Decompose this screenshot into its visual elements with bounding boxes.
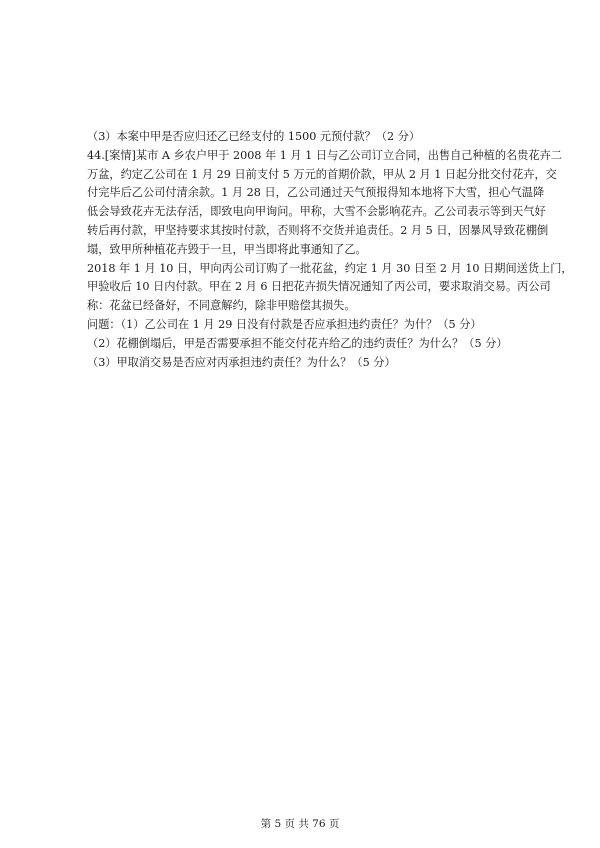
case-text-line: 称：花盆已经备好，不同意解约，除非甲赔偿其损失。 xyxy=(87,299,356,313)
case-text-line: 2018 年 1 月 10 日，甲向丙公司订购了一批花盆，约定 1 月 30 日至 2 月 10 日期间送货上门， xyxy=(87,261,573,275)
case-text-line: 塌，致甲所种植花卉毁于一旦，甲当即将此事通知了乙。 xyxy=(87,242,367,256)
case-text-line: 转后再付款，甲坚持要求其按时付款，否则将不交货并追责任。2 月 5 日，因暴风导致花棚倒 xyxy=(87,223,549,237)
case-44-questions xyxy=(87,316,523,372)
question-1: 问题：（1）乙公司在 1 月 29 日没有付款是否应承担违约责任？为什？（5 分） xyxy=(87,317,482,331)
page-footer xyxy=(0,816,600,831)
question-3: （3）甲取消交易是否应对丙承担违约责任？为什么？（5 分） xyxy=(87,355,396,369)
case-text-line: 44.[案情]某市 A 乡农户甲于 2008 年 1 月 1 日与乙公司订立合同，出售自己种植的名贵花卉二 xyxy=(87,148,562,162)
case-text-line: 付完毕后乙公司付清余款。1 月 28 日，乙公司通过天气预报得知本地将下大雪，担心气温降 xyxy=(87,186,545,200)
document-body xyxy=(87,128,573,372)
page-number: 第 5 页 共 76 页 xyxy=(260,818,340,830)
question-43-part-3: （3）本案中甲是否应归还乙已经支付的 1500 元预付款？（2 分） xyxy=(87,130,421,143)
case-44-paragraph-1 xyxy=(87,147,562,260)
case-text-line: 甲验收后 10 日内付款。甲在 2 月 6 日把花卉损失情况通知了丙公司，要求取消交易。丙公司 xyxy=(87,280,551,294)
case-44-paragraph-2 xyxy=(87,260,573,316)
case-text-line: 万盆，约定乙公司在 1 月 29 日前支付 5 万元的首期价款，甲从 2 月 1 日起分批交付花卉，交 xyxy=(87,167,557,181)
question-2: （2）花棚倒塌后，甲是否需要承担不能交付花卉给乙的违约责任？为什么？（5 分） xyxy=(87,336,508,350)
case-text-line: 低会导致花卉无法存活，即致电向甲询问。甲称，大雪不会影响花卉。乙公司表示等到天气好 xyxy=(87,205,546,219)
